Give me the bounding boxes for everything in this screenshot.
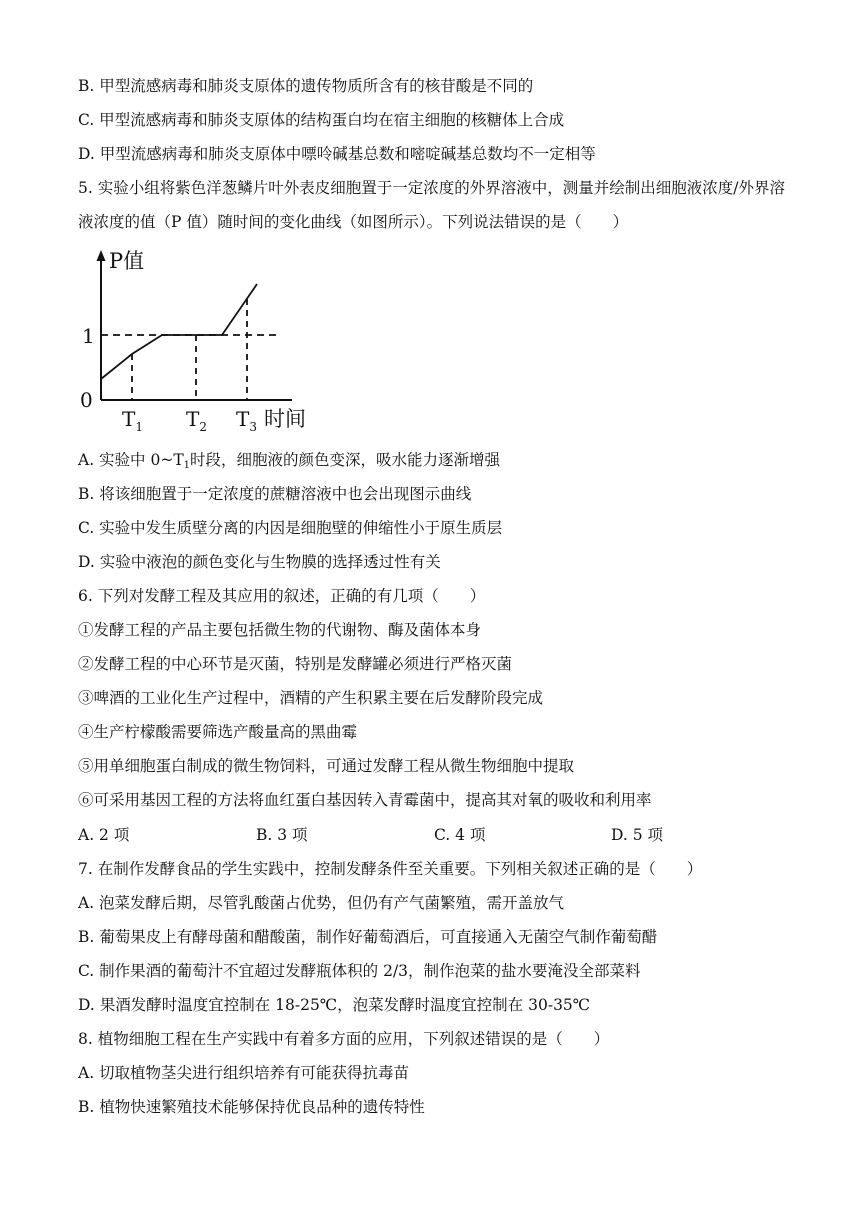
q6-item-3: ③啤酒的工业化生产过程中，酒精的产生积累主要在后发酵阶段完成 bbox=[78, 689, 544, 707]
x-mark-t2: $T_2$ bbox=[186, 407, 207, 434]
q8-option-a: A. 切取植物茎尖进行组织培养有可能获得抗毒苗 bbox=[78, 1064, 410, 1082]
q7-option-b: B. 葡萄果皮上有酵母菌和醋酸菌，制作好葡萄酒后，可直接通入无菌空气制作葡萄醋 bbox=[78, 928, 658, 946]
q5-stem-line1: 5. 实验小组将紫色洋葱鳞片叶外表皮细胞置于一定浓度的外界溶液中，测量并绘制出细胞液浓度/外界溶 bbox=[78, 179, 785, 197]
x-mark-t1: $T_1$ bbox=[122, 407, 143, 434]
q6-item-4: ④生产柠檬酸需要筛选产酸量高的黑曲霉 bbox=[78, 723, 358, 741]
y-axis-label: P值 bbox=[109, 249, 145, 273]
q5-option-b: B. 将该细胞置于一定浓度的蔗糖溶液中也会出现图示曲线 bbox=[78, 485, 472, 503]
q4-option-d: D. 甲型流感病毒和肺炎支原体中嘌呤碱基总数和嘧啶碱基总数均不一定相等 bbox=[78, 145, 596, 163]
q7-option-a: A. 泡菜发酵后期，尽管乳酸菌占优势，但仍有产气菌繁殖，需开盖放气 bbox=[78, 894, 565, 912]
x-mark-t3: $T_3$ bbox=[236, 407, 257, 434]
q4-option-c: C. 甲型流感病毒和肺炎支原体的结构蛋白均在宿主细胞的核糖体上合成 bbox=[78, 111, 565, 129]
q8-stem: 8. 植物细胞工程在生产实践中有着多方面的应用，下列叙述错误的是（ ） bbox=[78, 1030, 610, 1048]
q6-choice-d: D. 5 项 bbox=[611, 826, 664, 844]
q7-option-d: D. 果酒发酵时温度宜控制在 18-25℃，泡菜发酵时温度宜控制在 30-35℃ bbox=[78, 996, 591, 1014]
q8-option-b: B. 植物快速繁殖技术能够保持优良品种的遗传特性 bbox=[78, 1098, 425, 1116]
q5-option-c: C. 实验中发生质壁分离的内因是细胞壁的伸缩性小于原生质层 bbox=[78, 519, 503, 537]
x-axis-label: 时间 bbox=[264, 407, 306, 431]
q6-item-6: ⑥可采用基因工程的方法将血红蛋白基因转入青霉菌中，提高其对氧的吸收和利用率 bbox=[78, 791, 652, 809]
y-axis-arrow bbox=[97, 250, 106, 261]
q5-stem-line2: 液浓度的值（P 值）随时间的变化曲线（如图所示）。下列说法错误的是（ ） bbox=[78, 213, 629, 231]
q4-option-b: B. 甲型流感病毒和肺炎支原体的遗传物质所含有的核苷酸是不同的 bbox=[78, 77, 534, 95]
y-tick-one: 1 bbox=[82, 324, 95, 348]
q6-choice-b: B. 3 项 bbox=[256, 826, 308, 844]
q6-choice-c: C. 4 项 bbox=[434, 826, 486, 844]
y-tick-zero: 0 bbox=[80, 388, 93, 412]
q7-stem: 7. 在制作发酵食品的学生实践中，控制发酵条件至关重要。下列相关叙述正确的是（ ） bbox=[78, 860, 703, 878]
q6-item-5: ⑤用单细胞蛋白制成的微生物饲料，可通过发酵工程从微生物细胞中提取 bbox=[78, 757, 575, 775]
q6-item-2: ②发酵工程的中心环节是灭菌，特别是发酵罐必须进行严格灭菌 bbox=[78, 655, 513, 673]
q5-option-d: D. 实验中液泡的颜色变化与生物膜的选择透过性有关 bbox=[78, 553, 441, 571]
q6-stem: 6. 下列对发酵工程及其应用的叙述，正确的有几项（ ） bbox=[78, 587, 486, 605]
p-value-curve bbox=[101, 284, 257, 379]
p-value-chart bbox=[80, 244, 320, 440]
q6-choice-a: A. 2 项 bbox=[78, 826, 130, 844]
q6-item-1: ①发酵工程的产品主要包括微生物的代谢物、酶及菌体本身 bbox=[78, 621, 482, 639]
q5-option-a: A. 实验中 $0\sim T_1$时段，细胞液的颜色变深，吸水能力逐渐增强 bbox=[78, 451, 501, 471]
q7-option-c: C. 制作果酒的葡萄汁不宜超过发酵瓶体积的 2/3，制作泡菜的盐水要淹没全部菜料 bbox=[78, 962, 641, 980]
